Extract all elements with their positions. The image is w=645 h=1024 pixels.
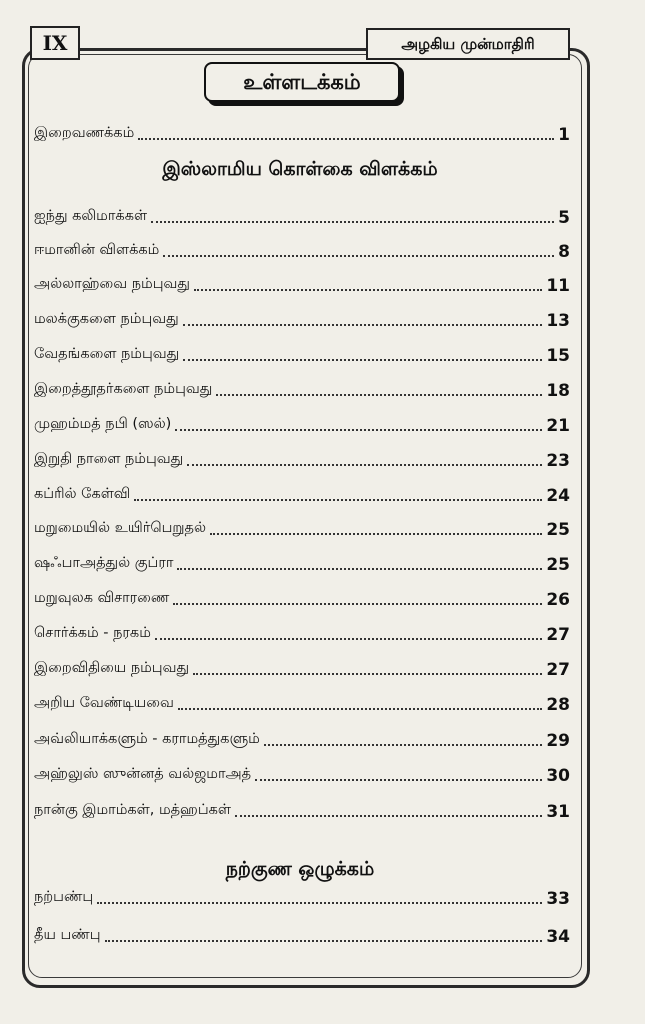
toc-leader-dots [173, 603, 542, 605]
page-number: IX [30, 26, 80, 60]
toc-entry[interactable] [34, 237, 570, 263]
toc-entry-title: வேதங்களை நம்புவது [34, 346, 180, 362]
toc-entry-title: அல்லாஹ்வை நம்புவது [34, 276, 190, 292]
toc-leader-dots [194, 289, 542, 291]
toc-entry-page: 27 [546, 625, 570, 645]
toc-entry-title: சொர்க்கம் - நரகம் [34, 625, 151, 641]
toc-entry[interactable] [34, 690, 570, 716]
toc-entry-title: இறைத்தூதர்களை நம்புவது [34, 381, 213, 397]
toc-entry-page: 8 [558, 242, 570, 262]
toc-entry-title: நற்பண்பு [34, 889, 94, 905]
toc-entry[interactable] [34, 341, 570, 367]
toc-entry[interactable] [34, 585, 570, 611]
toc-entry-title: ஷஃபாஅத்துல் குப்ரா [34, 555, 174, 571]
toc-leader-dots [193, 673, 542, 675]
toc-entry-title: இறைவணக்கம் [34, 125, 135, 141]
toc-entry[interactable] [34, 203, 570, 229]
toc-leader-dots [151, 221, 554, 223]
toc-entry-page: 34 [546, 927, 570, 947]
toc-entry-title: நான்கு இமாம்கள், மத்ஹப்கள் [34, 802, 231, 818]
toc-entry-page: 30 [546, 766, 570, 786]
toc-entry[interactable] [34, 446, 570, 472]
toc-leader-dots [255, 779, 542, 781]
section-heading: இஸ்லாமிய கொள்கை விளக்கம் [162, 158, 438, 180]
toc-entry-page: 27 [546, 660, 570, 680]
toc-entry-title: கப்ரில் கேள்வி [34, 486, 131, 502]
toc-entry[interactable] [34, 797, 570, 823]
toc-leader-dots [138, 138, 554, 140]
toc-leader-dots [178, 708, 543, 710]
toc-entry-page: 29 [546, 731, 570, 751]
toc-entry-page: 11 [546, 276, 570, 296]
toc-leader-dots [163, 255, 554, 257]
toc-entry-page: 21 [546, 416, 570, 436]
toc-entry[interactable] [34, 120, 570, 146]
book-title: அழகிய முன்மாதிரி [366, 28, 570, 60]
toc-entry[interactable] [34, 515, 570, 541]
toc-entry-page: 28 [546, 695, 570, 715]
toc-entry[interactable] [34, 655, 570, 681]
toc-leader-dots [175, 429, 542, 431]
toc-entry-title: மறுமையில் உயிர்பெறுதல் [34, 520, 206, 536]
toc-leader-dots [177, 568, 542, 570]
toc-entry[interactable] [34, 411, 570, 437]
toc-leader-dots [264, 744, 543, 746]
toc-entry-page: 13 [546, 311, 570, 331]
contents-heading: உள்ளடக்கம் [204, 62, 400, 102]
toc-entry-page: 24 [546, 486, 570, 506]
toc-entry-page: 31 [546, 802, 570, 822]
toc-entry[interactable] [34, 376, 570, 402]
toc-leader-dots [183, 359, 542, 361]
section-heading: நற்குண ஒழுக்கம் [225, 858, 375, 880]
toc-entry-title: மலக்குகளை நம்புவது [34, 311, 179, 327]
toc-entry[interactable] [34, 922, 570, 948]
toc-entry-title: இறுதி நாளை நம்புவது [34, 451, 184, 467]
toc-entry-page: 1 [558, 125, 570, 145]
toc-entry-title: ஈமானின் விளக்கம் [34, 242, 160, 258]
toc-leader-dots [187, 464, 542, 466]
toc-leader-dots [97, 902, 542, 904]
toc-leader-dots [105, 940, 543, 942]
toc-entry-title: அவ்லியாக்களும் - கராமத்துகளும் [34, 731, 260, 747]
toc-entry-title: இறைவிதியை நம்புவது [34, 660, 190, 676]
toc-entry[interactable] [34, 726, 570, 752]
toc-leader-dots [134, 499, 542, 501]
toc-leader-dots [155, 638, 542, 640]
toc-entry[interactable] [34, 761, 570, 787]
toc-entry-page: 25 [546, 555, 570, 575]
toc-entry[interactable] [34, 271, 570, 297]
toc-leader-dots [235, 815, 542, 817]
toc-entry-page: 33 [546, 889, 570, 909]
toc-entry-title: அறிய வேண்டியவை [34, 695, 174, 711]
toc-entry-page: 23 [546, 451, 570, 471]
toc-entry-title: ஐந்து கலிமாக்கள் [34, 208, 148, 224]
toc-entry[interactable] [34, 306, 570, 332]
toc-entry[interactable] [34, 550, 570, 576]
toc-leader-dots [216, 394, 542, 396]
toc-entry-page: 18 [546, 381, 570, 401]
toc-entry-page: 26 [546, 590, 570, 610]
toc-entry-title: அஹ்லுஸ் ஸுன்னத் வல்ஜமாஅத் [34, 766, 252, 782]
toc-entry[interactable] [34, 620, 570, 646]
toc-entry-page: 25 [546, 520, 570, 540]
toc-leader-dots [183, 324, 543, 326]
toc-leader-dots [210, 533, 542, 535]
toc-entry-page: 5 [558, 208, 570, 228]
toc-entry-title: முஹம்மத் நபி (ஸல்) [34, 416, 172, 432]
toc-entry[interactable] [34, 481, 570, 507]
toc-entry-page: 15 [546, 346, 570, 366]
toc-entry-title: தீய பண்பு [34, 927, 101, 943]
toc-entry[interactable] [34, 884, 570, 910]
toc-entry-title: மறுவுலக விசாரணை [34, 590, 170, 606]
